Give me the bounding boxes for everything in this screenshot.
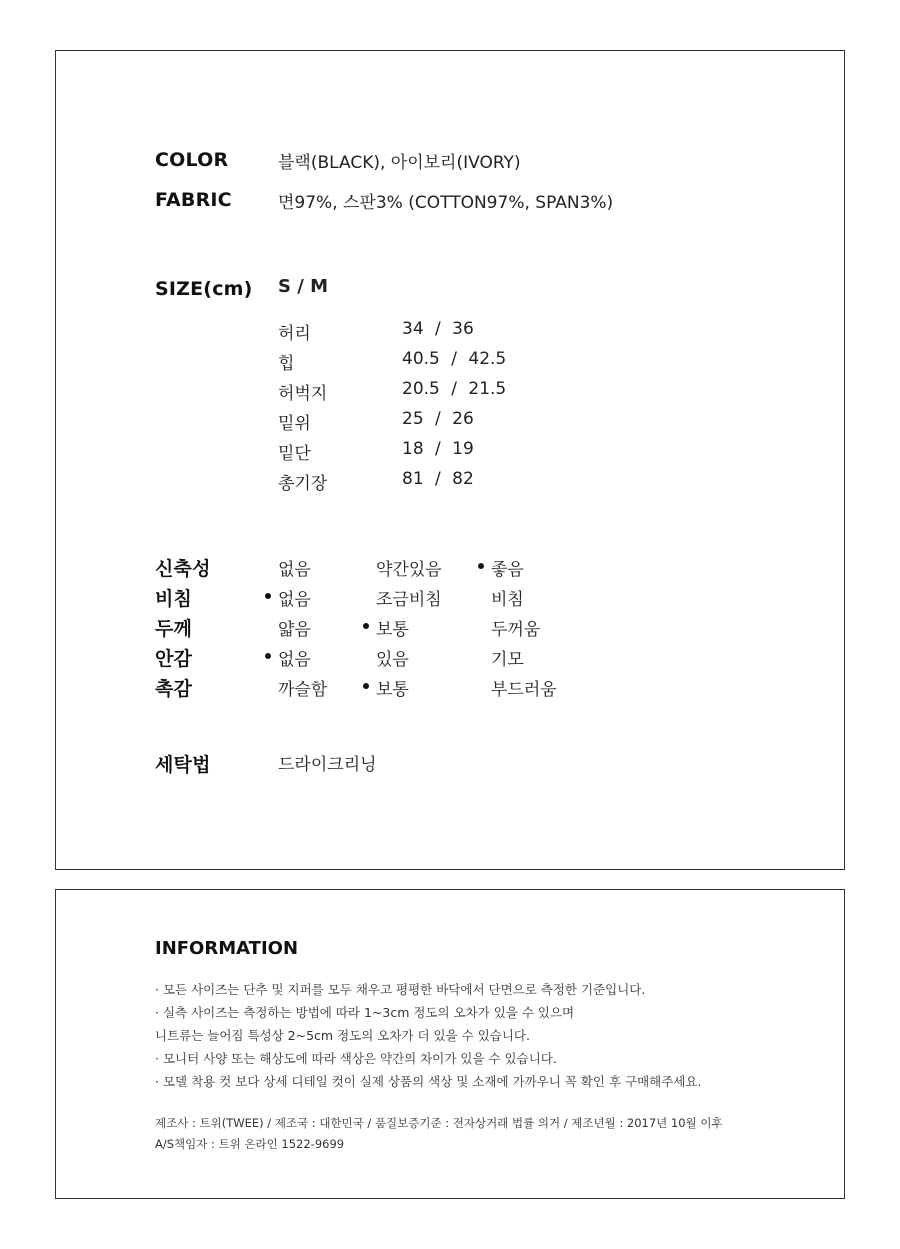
selected-dot-icon (265, 593, 271, 599)
attribute-option-selected: 보통 (376, 680, 409, 700)
information-line: · 모니터 사양 또는 해상도에 따라 색상은 약간의 차이가 있을 수 있습니다. (155, 1051, 557, 1066)
information-line: · 모델 착용 컷 보다 상세 디테일 컷이 실제 상품의 색상 및 소재에 가까우니 꼭 확인 후 구매해주세요. (155, 1074, 702, 1089)
attribute-option-selected: 좋음 (491, 560, 524, 580)
information-line: · 모든 사이즈는 단추 및 지퍼를 모두 채우고 평평한 바닥에서 단면으로 측정한 기준입니다. (155, 982, 646, 997)
fabric-value: 면97%, 스판3% (COTTON97%, SPAN3%) (278, 193, 614, 213)
attribute-label: 신축성 (155, 558, 211, 580)
as-contact-info: A/S책임자 : 트위 온라인 1522-9699 (155, 1137, 345, 1151)
manufacturer-info: 제조사 : 트위(TWEE) / 제조국 : 대한민국 / 품질보증기준 : 전자상거래 법률 의거 / 제조년월 : 2017년 10월 이후 (155, 1116, 723, 1130)
attribute-label: 두께 (155, 618, 193, 640)
measurement-values: 20.5 / 21.5 (402, 379, 507, 399)
measurement-values: 40.5 / 42.5 (402, 349, 507, 369)
attribute-option-selected: 없음 (278, 590, 311, 610)
measurement-values: 18 / 19 (402, 439, 474, 459)
attribute-option: 있음 (376, 650, 409, 670)
attribute-option: 약간있음 (376, 560, 442, 580)
attribute-option-selected: 보통 (376, 620, 409, 640)
attribute-option: 까슬함 (278, 680, 328, 700)
measurement-name: 힙 (278, 354, 295, 374)
attribute-option: 두꺼움 (491, 620, 541, 640)
information-line: · 실측 사이즈는 측정하는 방법에 따라 1~3cm 정도의 오차가 있을 수 있으며 (155, 1005, 575, 1020)
attribute-option: 얇음 (278, 620, 311, 640)
attribute-option: 비침 (491, 590, 524, 610)
measurement-name: 밑위 (278, 414, 311, 434)
information-title: INFORMATION (155, 938, 299, 959)
attribute-option: 기모 (491, 650, 524, 670)
fabric-label: FABRIC (155, 189, 232, 211)
measurement-name: 총기장 (278, 474, 328, 494)
wash-value: 드라이크리닝 (278, 755, 377, 775)
attribute-label: 촉감 (155, 678, 193, 700)
size-value: S / M (278, 276, 328, 297)
size-label: SIZE(cm) (155, 278, 253, 300)
measurement-name: 밑단 (278, 444, 311, 464)
attribute-option-selected: 없음 (278, 650, 311, 670)
color-value: 블랙(BLACK), 아이보리(IVORY) (278, 153, 521, 173)
attribute-label: 비침 (155, 588, 193, 610)
attribute-option: 조금비침 (376, 590, 442, 610)
measurement-values: 34 / 36 (402, 319, 474, 339)
measurement-name: 허벅지 (278, 384, 328, 404)
information-line: 니트류는 늘어짐 특성상 2~5cm 정도의 오차가 더 있을 수 있습니다. (155, 1028, 530, 1043)
attribute-label: 안감 (155, 648, 193, 670)
selected-dot-icon (265, 653, 271, 659)
measurement-name: 허리 (278, 324, 311, 344)
wash-label: 세탁법 (155, 754, 211, 776)
measurement-values: 81 / 82 (402, 469, 474, 489)
color-label: COLOR (155, 149, 229, 171)
selected-dot-icon (363, 623, 369, 629)
attribute-option: 부드러움 (491, 680, 557, 700)
information-box (55, 889, 845, 1199)
measurement-values: 25 / 26 (402, 409, 474, 429)
product-spec-box (55, 50, 845, 870)
selected-dot-icon (478, 563, 484, 569)
selected-dot-icon (363, 683, 369, 689)
attribute-option: 없음 (278, 560, 311, 580)
